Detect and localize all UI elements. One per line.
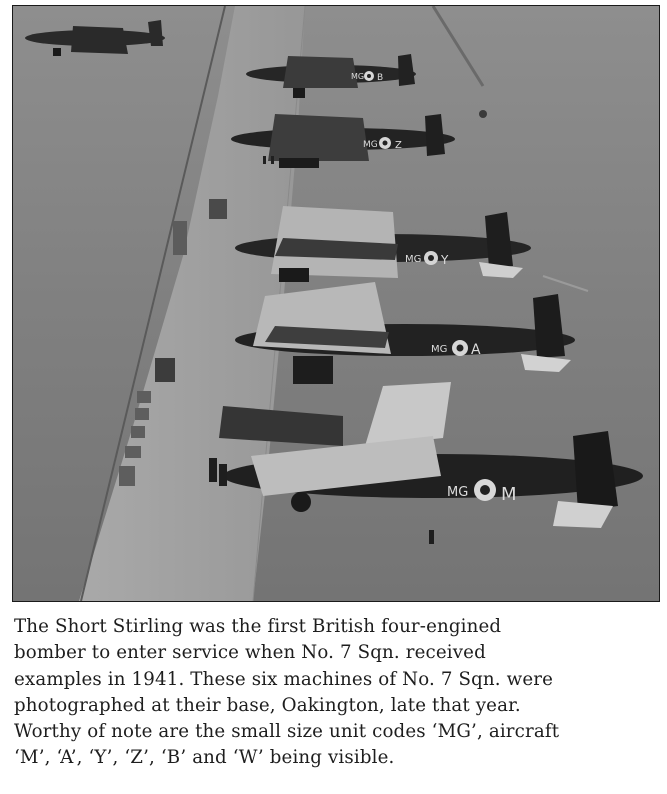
caption-line: The Short Stirling was the first British four-engined <box>14 616 502 637</box>
ground-vehicle <box>155 358 175 382</box>
aircraft-code-label: MG <box>351 72 365 81</box>
svg-text:A: A <box>471 342 481 358</box>
aircraft-code-label: MG <box>405 254 422 265</box>
aircraft-code-label: MG <box>447 485 469 500</box>
caption-line: ‘M’, ‘A’, ‘Y’, ‘Z’, ‘B’ and ‘W’ being visible. <box>14 747 395 769</box>
svg-text:Y: Y <box>441 253 449 267</box>
svg-text:B: B <box>377 73 384 83</box>
caption-line: photographed at their base, Oakington, late that year. <box>14 694 521 716</box>
caption-line: examples in 1941. These six machines of No. 7 Sqn. were <box>14 668 554 690</box>
aircraft-code-label: MG <box>431 344 448 355</box>
svg-text:M: M <box>501 484 517 505</box>
photo-caption <box>14 614 664 772</box>
ground-vehicle <box>209 199 227 219</box>
svg-text:Z: Z <box>395 140 402 151</box>
caption-line: bomber to enter service when No. 7 Sqn. received <box>14 642 486 664</box>
caption-line: Worthy of note are the small size unit codes ‘MG’, aircraft <box>14 721 560 743</box>
aerial-photo-stirling-bombers <box>12 5 660 602</box>
aircraft-code-label: MG <box>363 140 378 150</box>
